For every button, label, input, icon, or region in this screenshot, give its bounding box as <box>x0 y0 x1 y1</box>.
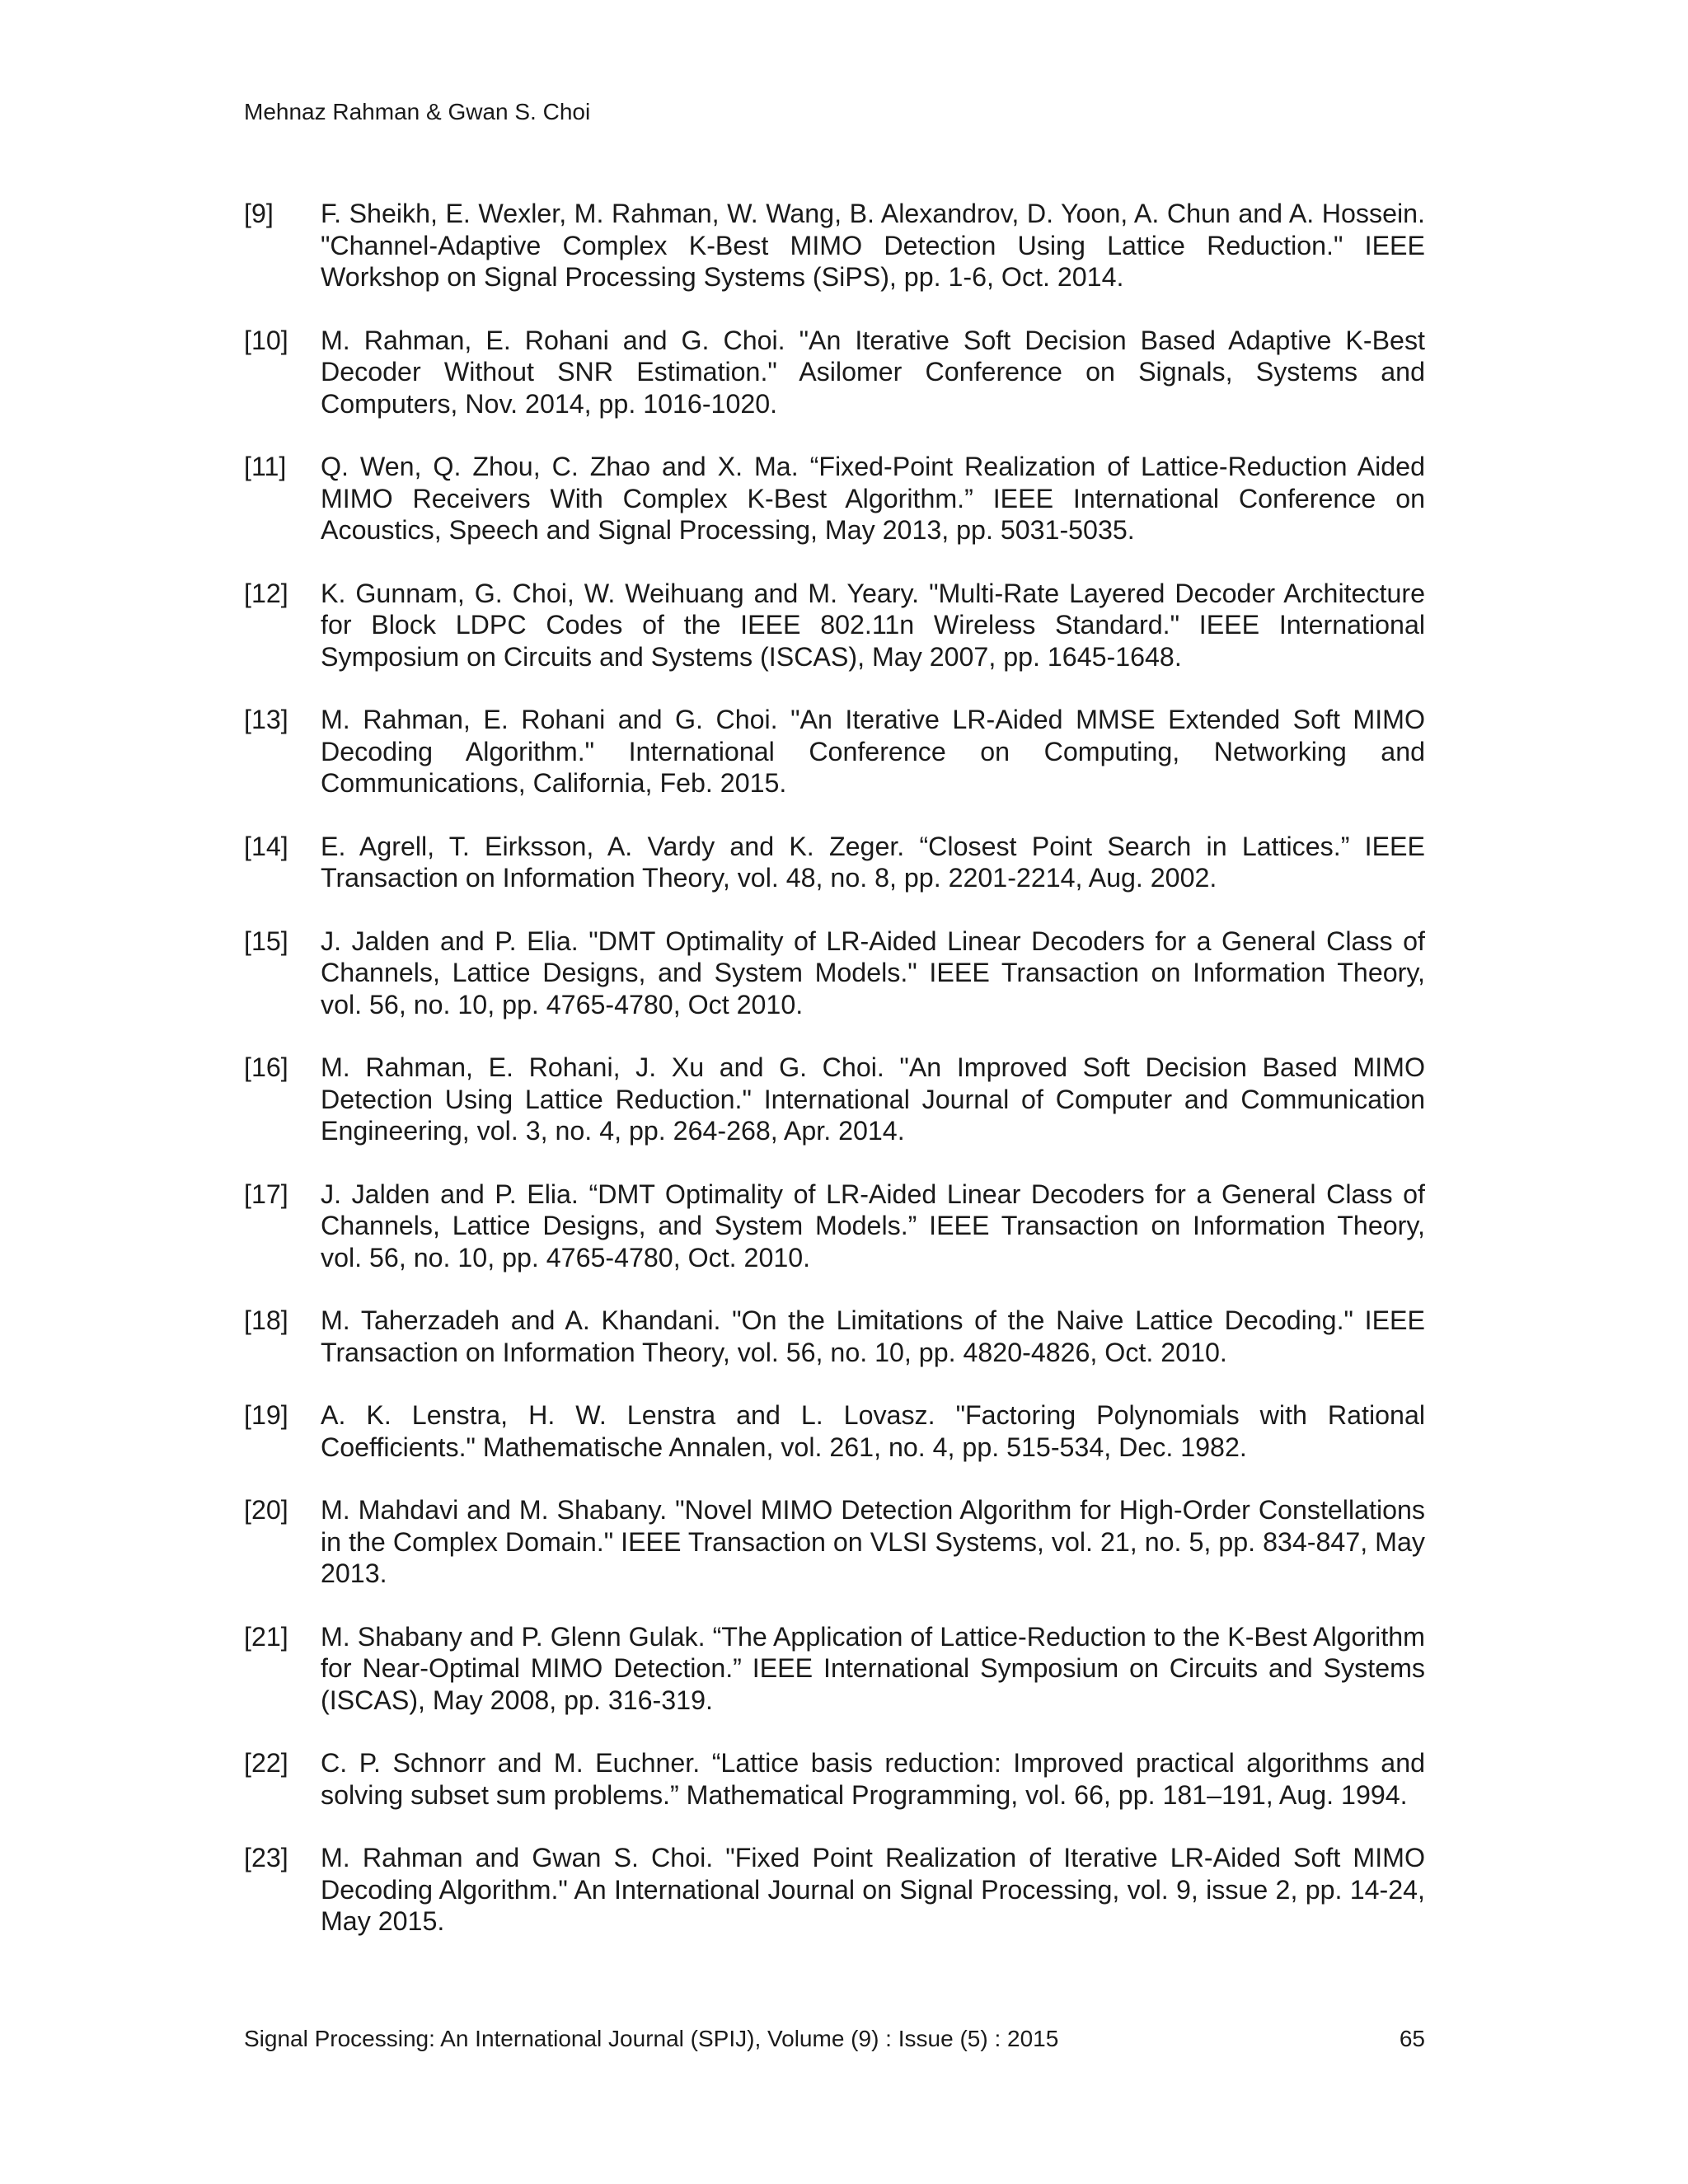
reference-item <box>244 1621 1425 1717</box>
reference-number: [14] <box>244 831 288 861</box>
reference-item <box>244 1179 1425 1274</box>
reference-item <box>244 198 1425 293</box>
reference-number: [16] <box>244 1052 288 1082</box>
reference-number: [10] <box>244 325 288 355</box>
reference-text: A. K. Lenstra, H. W. Lenstra and L. Lovasz. "Factoring Polynomials with Rational Coefficients." Mathematische Annalen, vol. 261, no. 4, pp. 515-534, Dec. 1982. <box>321 1400 1425 1462</box>
reference-item <box>244 1052 1425 1147</box>
reference-item <box>244 704 1425 799</box>
reference-number: [19] <box>244 1400 288 1430</box>
reference-text: C. P. Schnorr and M. Euchner. “Lattice basis reduction: Improved practical algorithms and solving subset sum problems.” Mathematical Programming, vol. 66, pp. 181–191, Aug. 1994. <box>321 1748 1425 1810</box>
reference-item <box>244 325 1425 420</box>
reference-text: M. Rahman, E. Rohani and G. Choi. "An Iterative LR-Aided MMSE Extended Soft MIMO Decoding Algorithm." International Conference on Computing, Networking and Communications, California, Feb. 2015. <box>321 705 1425 798</box>
page-number: 65 <box>1399 2026 1425 2051</box>
reference-number: [11] <box>244 452 287 481</box>
reference-text: M. Shabany and P. Glenn Gulak. “The Application of Lattice-Reduction to the K-Best Algorithm for Near-Optimal MIMO Detection.” IEEE International Symposium on Circuits and Systems (ISCAS), May 2008, pp. 316-319. <box>321 1621 1425 1715</box>
reference-number: [13] <box>244 705 288 734</box>
reference-item <box>244 1842 1425 1938</box>
reference-text: Q. Wen, Q. Zhou, C. Zhao and X. Ma. “Fixed-Point Realization of Lattice-Reduction Aided MIMO Receivers With Complex K-Best Algorithm.” IEEE International Conference on Acoustics, Speech and Signal Processing, May 2013, pp. 5031-5035. <box>321 452 1425 545</box>
running-header <box>244 97 590 127</box>
reference-text: M. Rahman, E. Rohani and G. Choi. "An Iterative Soft Decision Based Adaptive K-Best Decoder Without SNR Estimation." Asilomer Conference on Signals, Systems and Computers, Nov. 2014, pp. 1016-1020. <box>321 325 1425 419</box>
reference-item <box>244 1494 1425 1590</box>
reference-number: [12] <box>244 578 288 608</box>
reference-number: [21] <box>244 1621 288 1652</box>
reference-list <box>244 198 1425 1969</box>
reference-item <box>244 926 1425 1021</box>
reference-item <box>244 451 1425 546</box>
reference-number: [20] <box>244 1495 288 1525</box>
reference-number: [9] <box>244 199 274 228</box>
reference-text: J. Jalden and P. Elia. “DMT Optimality of LR-Aided Linear Decoders for a General Class of Channels, Lattice Designs, and System Models.” IEEE Transaction on Information Theory, vol. 56, no. 10, pp. 4765-4780, Oct. 2010. <box>321 1179 1425 1272</box>
reference-item <box>244 1305 1425 1368</box>
reference-number: [18] <box>244 1305 288 1335</box>
reference-item <box>244 578 1425 673</box>
reference-text: M. Rahman and Gwan S. Choi. "Fixed Point Realization of Iterative LR-Aided Soft MIMO Decoding Algorithm." An International Journal on Signal Processing, vol. 9, issue 2, pp. 14-24, May 2015. <box>321 1843 1425 1936</box>
reference-text: F. Sheikh, E. Wexler, M. Rahman, W. Wang, B. Alexandrov, D. Yoon, A. Chun and A. Hossein. "Channel-Adaptive Complex K-Best MIMO Detection Using Lattice Reduction." IEEE Workshop on Signal Processing Systems (SiPS), pp. 1-6, Oct. 2014. <box>321 199 1425 292</box>
reference-item <box>244 1747 1425 1811</box>
reference-text: J. Jalden and P. Elia. "DMT Optimality of LR-Aided Linear Decoders for a General Class of Channels, Lattice Designs, and System Models." IEEE Transaction on Information Theory, vol. 56, no. 10, pp. 4765-4780, Oct 2010. <box>321 926 1425 1019</box>
reference-item <box>244 831 1425 894</box>
header-authors: Mehnaz Rahman & Gwan S. Choi <box>244 99 591 124</box>
reference-number: [22] <box>244 1748 288 1778</box>
reference-item <box>244 1399 1425 1463</box>
reference-number: [15] <box>244 926 288 956</box>
reference-number: [17] <box>244 1179 288 1209</box>
page-footer <box>244 2024 1425 2054</box>
reference-number: [23] <box>244 1843 288 1872</box>
reference-text: M. Rahman, E. Rohani, J. Xu and G. Choi. "An Improved Soft Decision Based MIMO Detection Using Lattice Reduction." International Journal of Computer and Communication Engineering, vol. 3, no. 4, pp. 264-268, Apr. 2014. <box>321 1052 1425 1146</box>
reference-text: E. Agrell, T. Eirksson, A. Vardy and K. Zeger. “Closest Point Search in Lattices.” IEEE Transaction on Information Theory, vol. 48, no. 8, pp. 2201-2214, Aug. 2002. <box>321 831 1425 893</box>
footer-journal: Signal Processing: An International Journal (SPIJ), Volume (9) : Issue (5) : 2015 <box>244 2026 1059 2051</box>
reference-text: M. Taherzadeh and A. Khandani. "On the Limitations of the Naive Lattice Decoding." IEEE Transaction on Information Theory, vol. 56, no. 10, pp. 4820-4826, Oct. 2010. <box>321 1305 1425 1367</box>
reference-text: M. Mahdavi and M. Shabany. "Novel MIMO Detection Algorithm for High-Order Constellations in the Complex Domain." IEEE Transaction on VLSI Systems, vol. 21, no. 5, pp. 834-847, May 2013. <box>321 1495 1425 1588</box>
reference-text: K. Gunnam, G. Choi, W. Weihuang and M. Yeary. "Multi-Rate Layered Decoder Architecture for Block LDPC Codes of the IEEE 802.11n Wireless Standard." IEEE International Symposium on Circuits and Systems (ISCAS), May 2007, pp. 1645-1648. <box>321 578 1425 672</box>
